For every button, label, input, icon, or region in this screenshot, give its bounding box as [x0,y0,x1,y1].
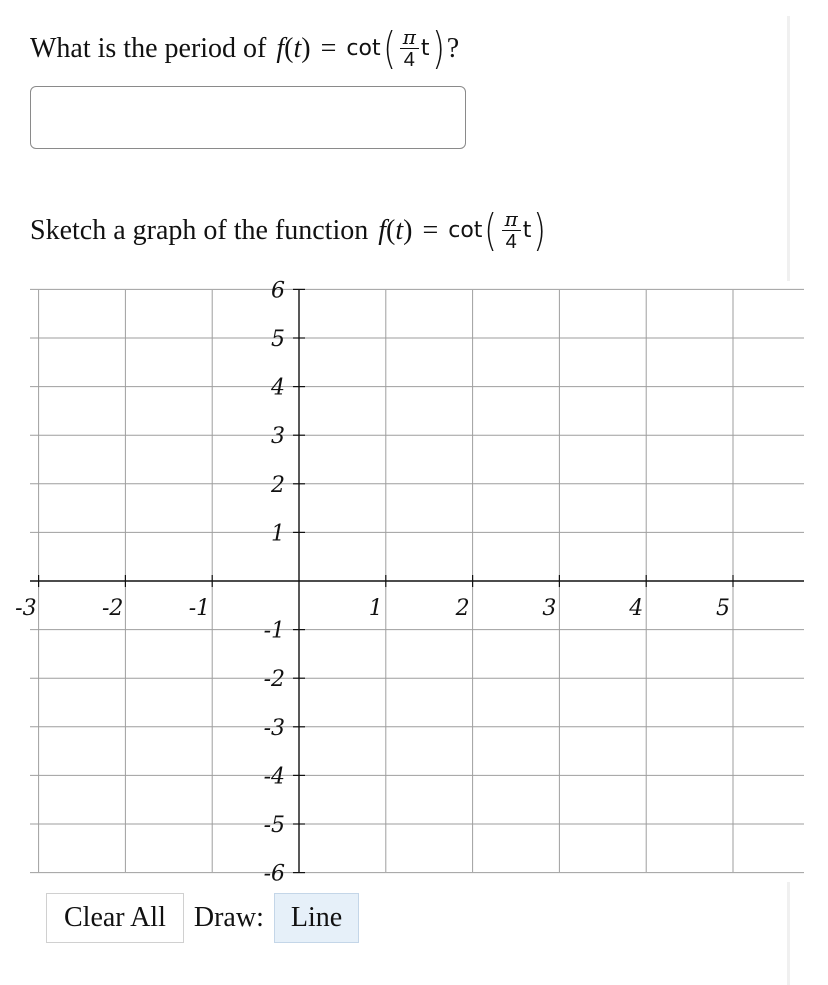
y-tick-label: 6 [271,278,285,304]
variable: t [293,32,302,64]
cot-function: cot [448,217,483,243]
graph-toolbar [46,893,359,943]
fraction: $\frac{\pi}{4}$ [502,208,521,253]
x-tick-label: 3 [542,596,557,621]
question-text: What is the period of [30,32,267,64]
question-period: What is the period of f ( t ) = cot ( $\frac{\pi}{4}$ t ) ? [30,22,460,74]
y-tick-label: 3 [271,424,285,450]
x-tick-label: 1 [368,596,383,621]
x-tick-label: 5 [716,596,730,621]
x-tick-label: 2 [455,596,470,621]
line-tool-button[interactable]: Line [274,893,359,943]
fraction: $\frac{\pi}{4}$ [400,26,419,71]
variable: t [395,214,404,246]
y-tick-label: 4 [271,375,285,401]
function-name: f [378,214,387,246]
y-tick-label: -5 [263,813,285,838]
question-mark: ? [446,32,460,64]
x-tick-label: 4 [629,596,644,621]
clear-all-button[interactable]: Clear All [46,893,184,943]
function-name: f [276,32,285,64]
y-tick-label: 2 [271,472,285,498]
y-tick-label: -3 [263,715,285,741]
y-tick-label: 5 [271,327,285,352]
y-tick-label: -1 [263,618,285,644]
x-tick-label: -3 [15,596,37,621]
side-divider [787,882,790,985]
y-tick-label: -4 [263,764,285,790]
y-tick-label: 1 [271,521,285,547]
draw-label: Draw: [193,902,264,933]
y-tick-label: -2 [263,667,285,693]
question-text: Sketch a graph of the function [30,214,369,246]
cot-function: cot [346,35,381,61]
question-sketch: Sketch a graph of the function f ( t ) = cot ( $\frac{\pi}{4}$ t ) [30,204,547,256]
x-tick-label: -1 [188,596,211,621]
y-tick-label: -6 [263,861,285,887]
x-tick-label: -2 [101,596,124,621]
